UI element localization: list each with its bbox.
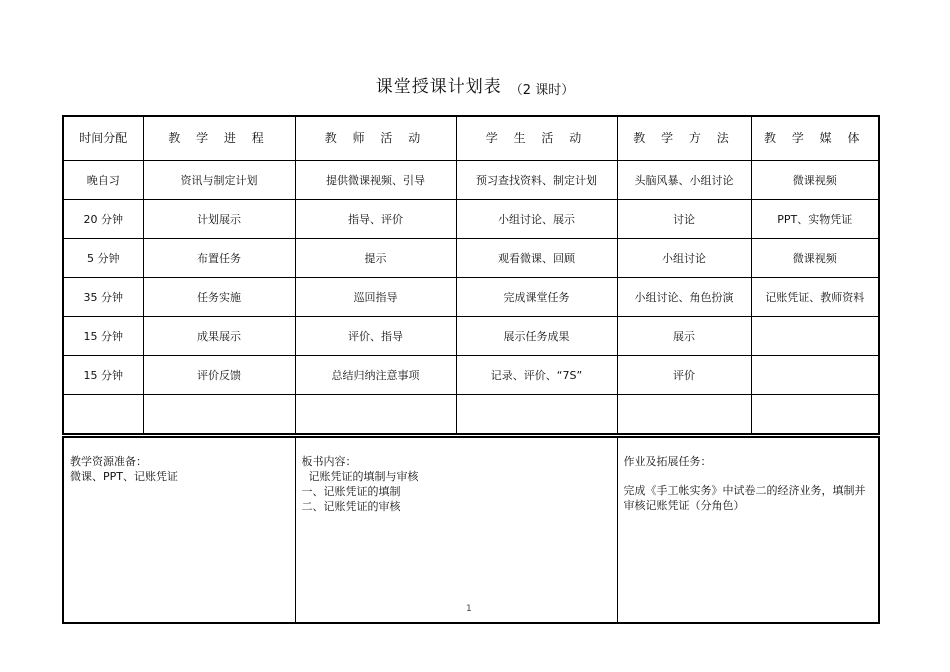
cell-time: 15 分钟 — [63, 317, 143, 356]
table-row — [63, 200, 879, 239]
cell-time: 5 分钟 — [63, 239, 143, 278]
cell-media: 微课视频 — [751, 239, 879, 278]
empty-cell — [143, 395, 295, 435]
cell-method: 小组讨论 — [617, 239, 751, 278]
homework-content: 完成《手工帐实务》中试卷二的经济业务，填制并审核记账凭证（分角色） — [623, 484, 866, 512]
board-cell — [295, 437, 617, 623]
header-media: 教 学 媒 体 — [751, 116, 879, 161]
empty-cell — [295, 395, 456, 435]
cell-method: 头脑风暴、小组讨论 — [617, 161, 751, 200]
cell-student-activity: 完成课堂任务 — [456, 278, 617, 317]
page-title: 课堂授课计划表 — [375, 77, 502, 97]
cell-process: 成果展示 — [143, 317, 295, 356]
cell-teacher-activity: 评价、指导 — [295, 317, 456, 356]
cell-media: PPT、实物凭证 — [751, 200, 879, 239]
cell-teacher-activity: 指导、评价 — [295, 200, 456, 239]
cell-teacher-activity: 提示 — [295, 239, 456, 278]
notes-row — [63, 437, 879, 623]
cell-process: 布置任务 — [143, 239, 295, 278]
page-number: 1 — [466, 604, 472, 614]
table-header-row — [63, 116, 879, 161]
board-line: 二、记账凭证的审核 — [301, 500, 401, 513]
header-time: 时间分配 — [63, 116, 143, 161]
resources-content: 微课、PPT、记账凭证 — [70, 470, 178, 483]
table-row — [63, 239, 879, 278]
cell-teacher-activity: 总结归纳注意事项 — [295, 356, 456, 395]
cell-method: 小组讨论、角色扮演 — [617, 278, 751, 317]
page-subtitle: （2 课时） — [509, 83, 575, 98]
cell-process: 评价反馈 — [143, 356, 295, 395]
empty-cell — [751, 395, 879, 435]
board-line: 一、记账凭证的填制 — [301, 485, 401, 498]
resources-title: 教学资源准备： — [70, 455, 147, 468]
table-row — [63, 356, 879, 395]
table-row-empty — [63, 395, 879, 435]
cell-media: 记账凭证、教师资料 — [751, 278, 879, 317]
cell-student-activity: 记录、评价、“7S” — [456, 356, 617, 395]
empty-cell — [456, 395, 617, 435]
table-row — [63, 317, 879, 356]
board-title: 板书内容： — [301, 455, 357, 468]
header-process: 教 学 进 程 — [143, 116, 295, 161]
table-row — [63, 161, 879, 200]
cell-media: 微课视频 — [751, 161, 879, 200]
empty-cell — [617, 395, 751, 435]
cell-time: 35 分钟 — [63, 278, 143, 317]
cell-method: 评价 — [617, 356, 751, 395]
cell-time: 20 分钟 — [63, 200, 143, 239]
header-method: 教 学 方 法 — [617, 116, 751, 161]
header-teacher-activity: 教 师 活 动 — [295, 116, 456, 161]
spacer — [624, 469, 873, 483]
empty-cell — [63, 395, 143, 435]
cell-process: 计划展示 — [143, 200, 295, 239]
cell-media — [751, 317, 879, 356]
header-student-activity: 学 生 活 动 — [456, 116, 617, 161]
cell-student-activity: 小组讨论、展示 — [456, 200, 617, 239]
board-line: 记账凭证的填制与审核 — [301, 470, 419, 483]
resources-cell — [63, 437, 295, 623]
cell-media — [751, 356, 879, 395]
page-title-block — [0, 72, 950, 97]
cell-process: 任务实施 — [143, 278, 295, 317]
cell-time: 15 分钟 — [63, 356, 143, 395]
cell-process: 资讯与制定计划 — [143, 161, 295, 200]
table-row — [63, 278, 879, 317]
cell-teacher-activity: 提供微课视频、引导 — [295, 161, 456, 200]
lesson-plan-table — [62, 115, 880, 435]
cell-method: 展示 — [617, 317, 751, 356]
cell-time: 晚自习 — [63, 161, 143, 200]
homework-title: 作业及拓展任务： — [623, 455, 712, 468]
homework-cell — [617, 437, 879, 623]
cell-method: 讨论 — [617, 200, 751, 239]
cell-student-activity: 展示任务成果 — [456, 317, 617, 356]
notes-table — [62, 436, 880, 624]
cell-student-activity: 预习查找资料、制定计划 — [456, 161, 617, 200]
cell-student-activity: 观看微课、回顾 — [456, 239, 617, 278]
cell-teacher-activity: 巡回指导 — [295, 278, 456, 317]
